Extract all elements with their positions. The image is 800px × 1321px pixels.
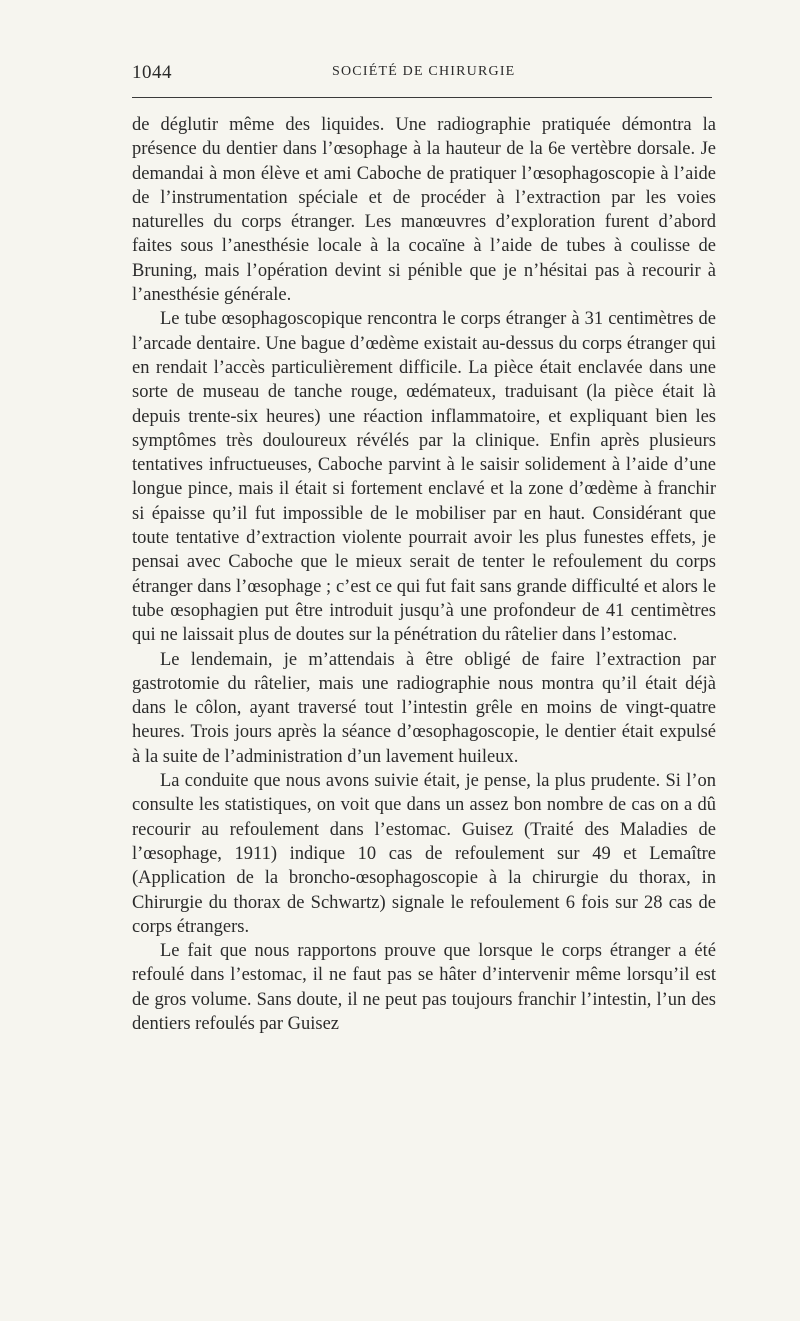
paragraph: Le lendemain, je m’attendais à être obligé de faire l’extraction par gastrotomie du râtelier, mais une radiographie nous montra qu’il était déjà dans le côlon, ayant traversé tout l’intestin grêle en moins de vingt-quatre heures. Trois jours après la séance d’œsophagoscopie, le dentier était expulsé à la suite de l’administration d’un lavement huileux. bbox=[132, 649, 716, 767]
header-rule bbox=[132, 97, 712, 98]
paragraph: Le fait que nous rapportons prouve que lorsque le corps étranger a été refoulé dans l’estomac, il ne faut pas se hâter d’intervenir même lorsqu’il est de gros volume. Sans doute, il ne peut pas toujours franchir l’intestin, l’un des dentiers refoulés par Guisez bbox=[132, 941, 716, 1034]
running-head: SOCIÉTÉ DE CHIRURGIE bbox=[332, 64, 516, 79]
paragraph: de déglutir même des liquides. Une radiographie pratiquée démontra la présence du dentier dans l’œsophage à la hauteur de la 6e vertèbre dorsale. Je demandai à mon élève et ami Caboche de pratiquer l’œsophagoscopie à l’aide de l’instrumentation spéciale et de procéder à l’extraction par les voies naturelles du corps étranger. Les manœuvres d’exploration furent d’abord faites sous l’anesthésie locale à la cocaïne à l’aide de tubes à coulisse de Bruning, mais l’opération devint si pénible que je n’hésitai pas à recourir à l’anesthésie générale. bbox=[132, 115, 716, 306]
page-header bbox=[132, 62, 712, 84]
paragraph: Le tube œsophagoscopique rencontra le corps étranger à 31 centimètres de l’arcade dentaire. Une bague d’œdème existait au-dessus du corps étranger qui en rendait l’accès particulièrement difficile. La pièce était enclavée dans une sorte de museau de tanche rouge, œdémateux, traduisant (la pièce était là depuis trente-six heures) une réaction inflammatoire, et expliquant bien les symptômes très douloureux révélés par la clinique. Enfin après plusieurs tentatives infructueuses, Caboche parvint à le saisir solidement à l’aide d’une longue pince, mais il était si fortement enclavé et la zone d’œdème à franchir si épaisse qu’il fut impossible de le mobiliser par en haut. Considérant que toute tentative d’extraction violente pourrait avoir les plus funestes effets, je pensai avec Caboche que le mieux serait de tenter le refoulement du corps étranger dans l’œsophage ; c’est ce qui fut fait sans grande difficulté et alors le tube œsophagien put être introduit jusqu’à une profondeur de 41 centimètres qui ne laissait plus de doutes sur la pénétration du râtelier dans l’estomac. bbox=[132, 309, 716, 646]
page-number: 1044 bbox=[132, 62, 172, 83]
paragraph: La conduite que nous avons suivie était, je pense, la plus prudente. Si l’on consulte les statistiques, on voit que dans un assez bon nombre de cas on a dû recourir au refoulement dans l’estomac. Guisez (Traité des Maladies de l’œsophage, 1911) indique 10 cas de refoulement sur 49 et Lemaître (Application de la broncho-œsophagoscopie à la chirurgie du thorax, in Chirurgie du thorax de Schwartz) signale le refoulement 6 fois sur 28 cas de corps étrangers. bbox=[132, 771, 716, 937]
body-text bbox=[132, 113, 716, 1036]
